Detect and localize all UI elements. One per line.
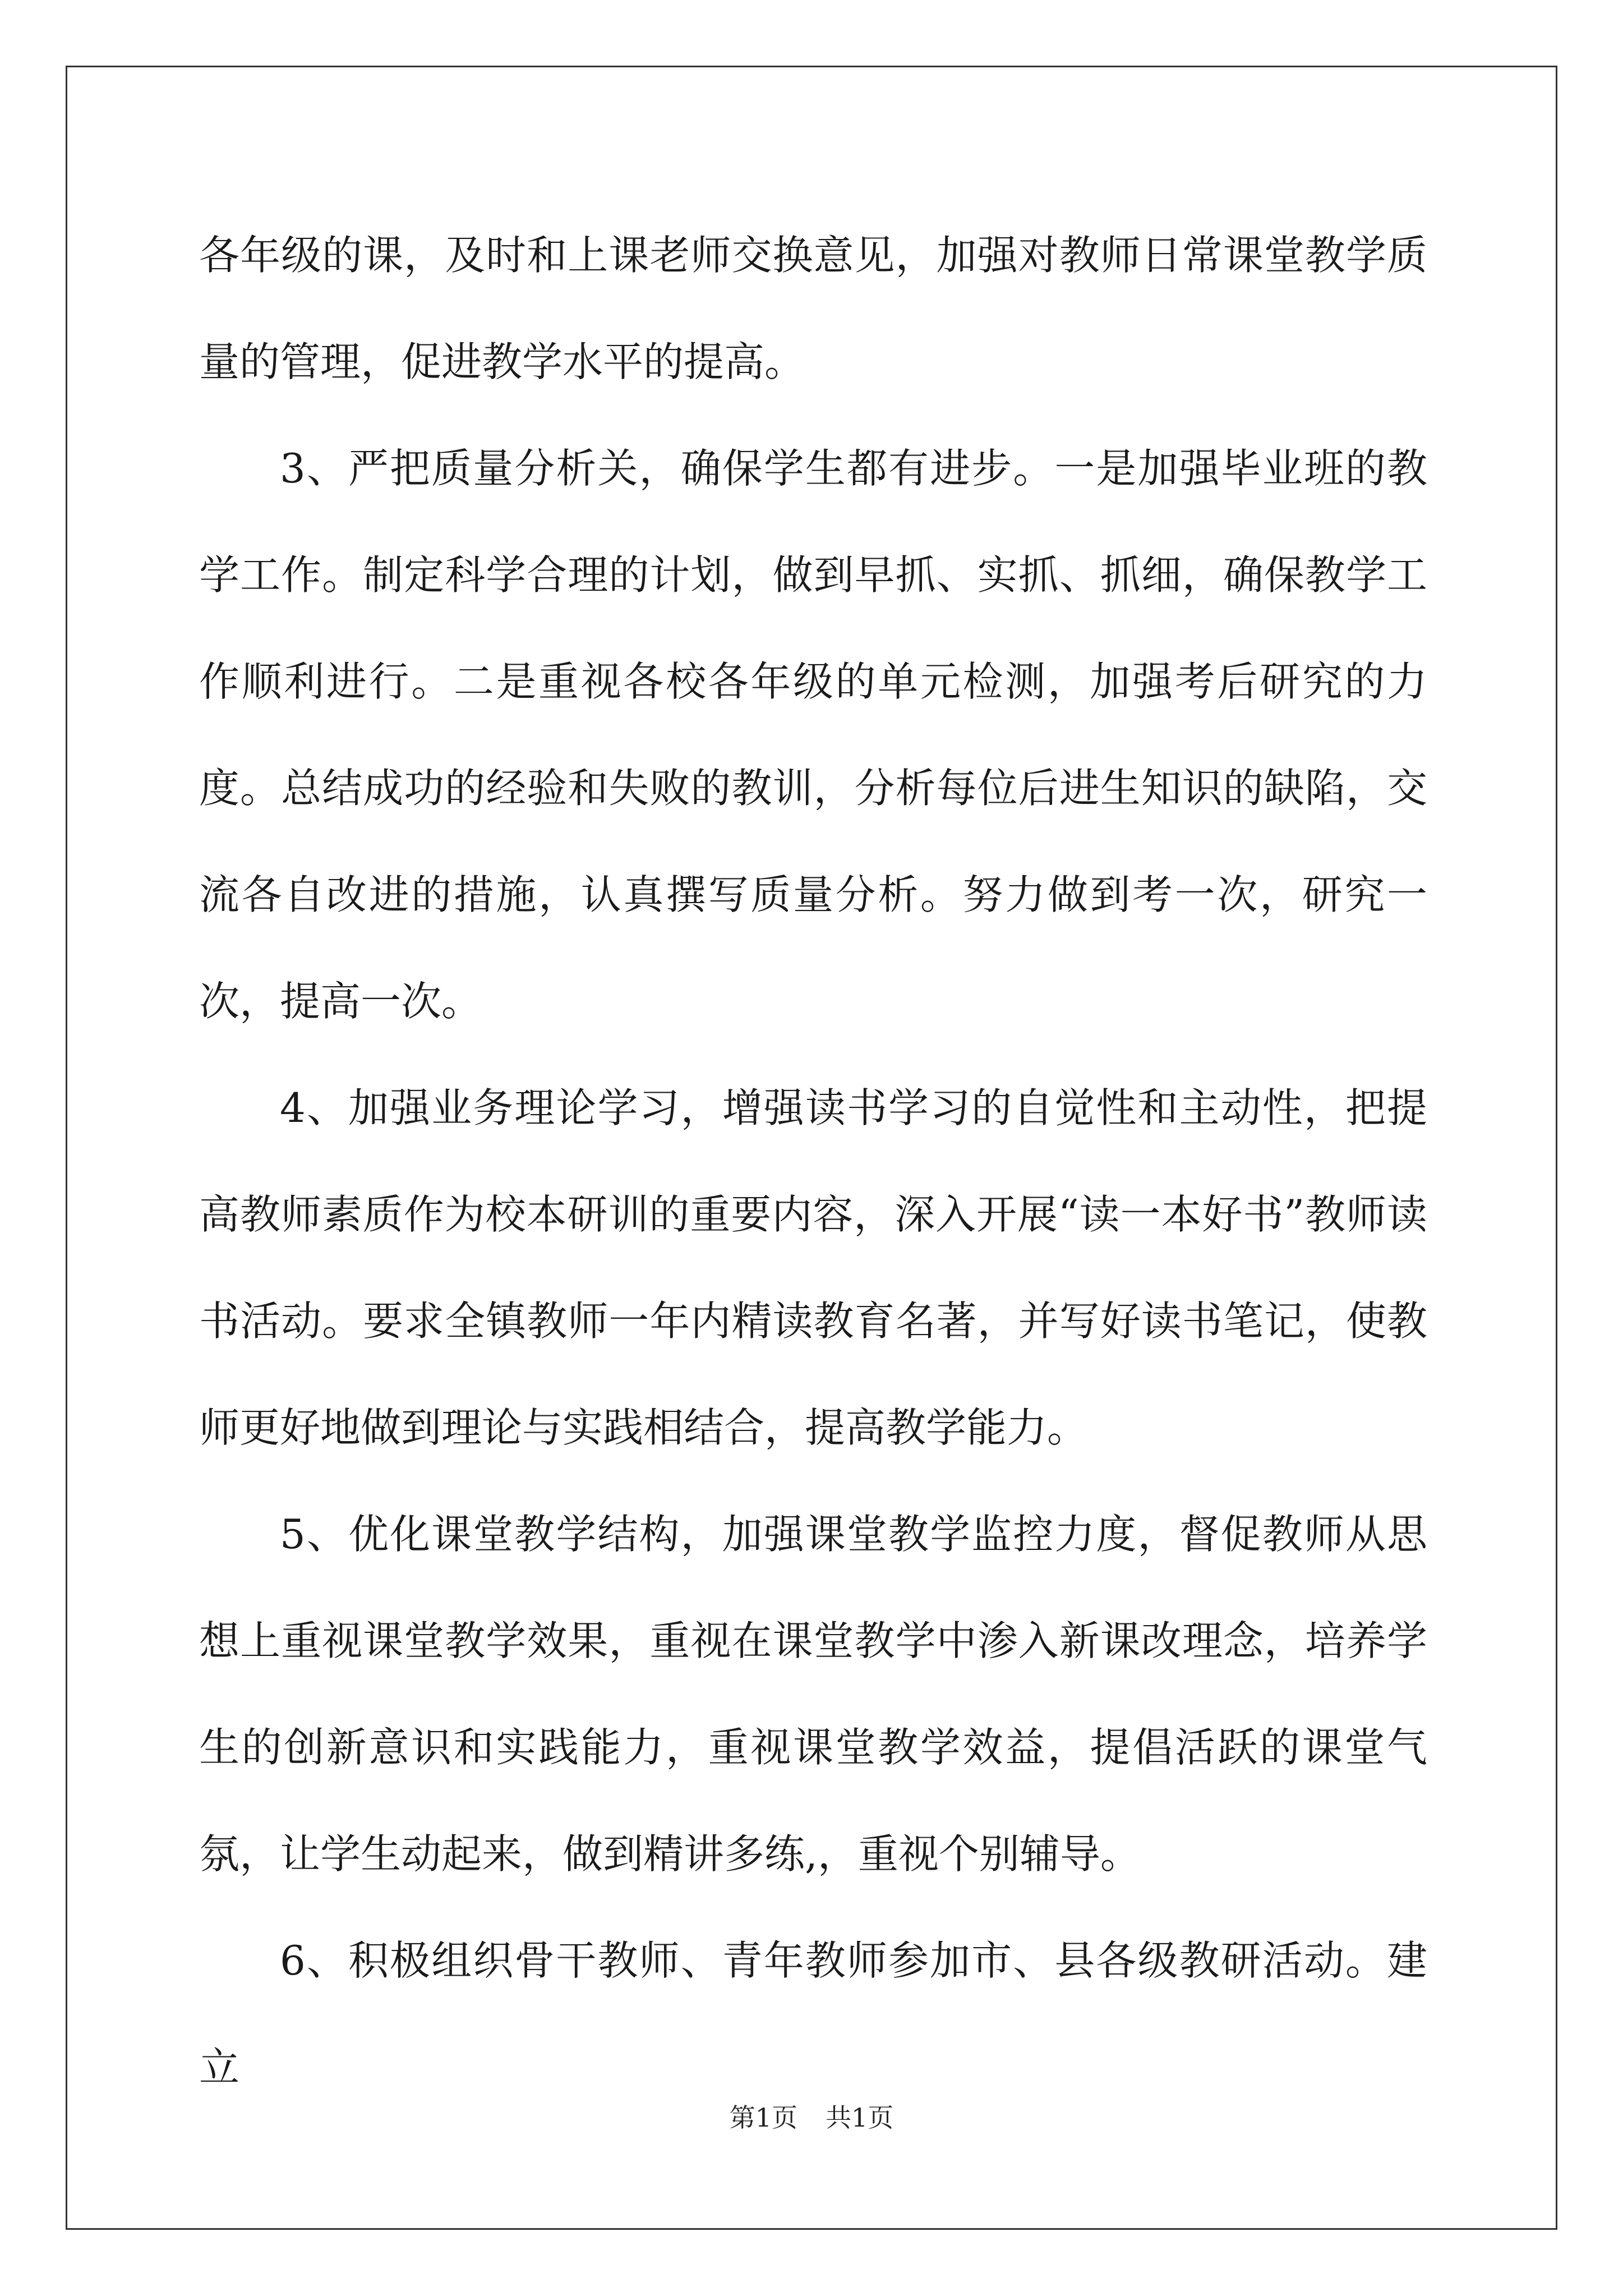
paragraph-item-3: 3、严把质量分析关，确保学生都有进步。一是加强毕业班的教学工作。制定科学合理的计划，做到早抓、实抓、抓细，确保教学工作顺利进行。二是重视各校各年级的单元检测，加强考后研究的力度。总结成功的经验和失败的教训，分析每位后进生知识的缺陷，交流各自改进的措施，认真撰写质量分析。努力做到考一次，研究一次，提高一次。 [199,445,1427,1025]
paragraph-continuation: 各年级的课，及时和上课老师交换意见，加强对教师日常课堂教学质量的管理，促进教学水平的提高。 [199,232,1427,385]
document-body [199,202,1427,2120]
paragraph-item-4: 4、加强业务理论学习，增强读书学习的自觉性和主动性，把提高教师素质作为校本研训的重要内容，深入开展“读一本好书”教师读书活动。要求全镇教师一年内精读教育名著，并写好读书笔记，使教师更好地做到理论与实践相结合，提高教学能力。 [199,1084,1427,1451]
page-number-total: 共1页 [826,2102,894,2133]
page-number-current: 第1页 [729,2102,797,2133]
page-footer [0,2101,1623,2134]
paragraph-item-6: 6、积极组织骨干教师、青年教师参加市、县各级教研活动。建立 [199,1937,1427,2091]
paragraph-item-5: 5、优化课堂教学结构，加强课堂教学监控力度，督促教师从思想上重视课堂教学效果，重视在课堂教学中渗入新课改理念，培养学生的创新意识和实践能力，重视课堂教学效益，提倡活跃的课堂气氛，让学生动起来，做到精讲多练,，重视个别辅导。 [199,1511,1427,1878]
